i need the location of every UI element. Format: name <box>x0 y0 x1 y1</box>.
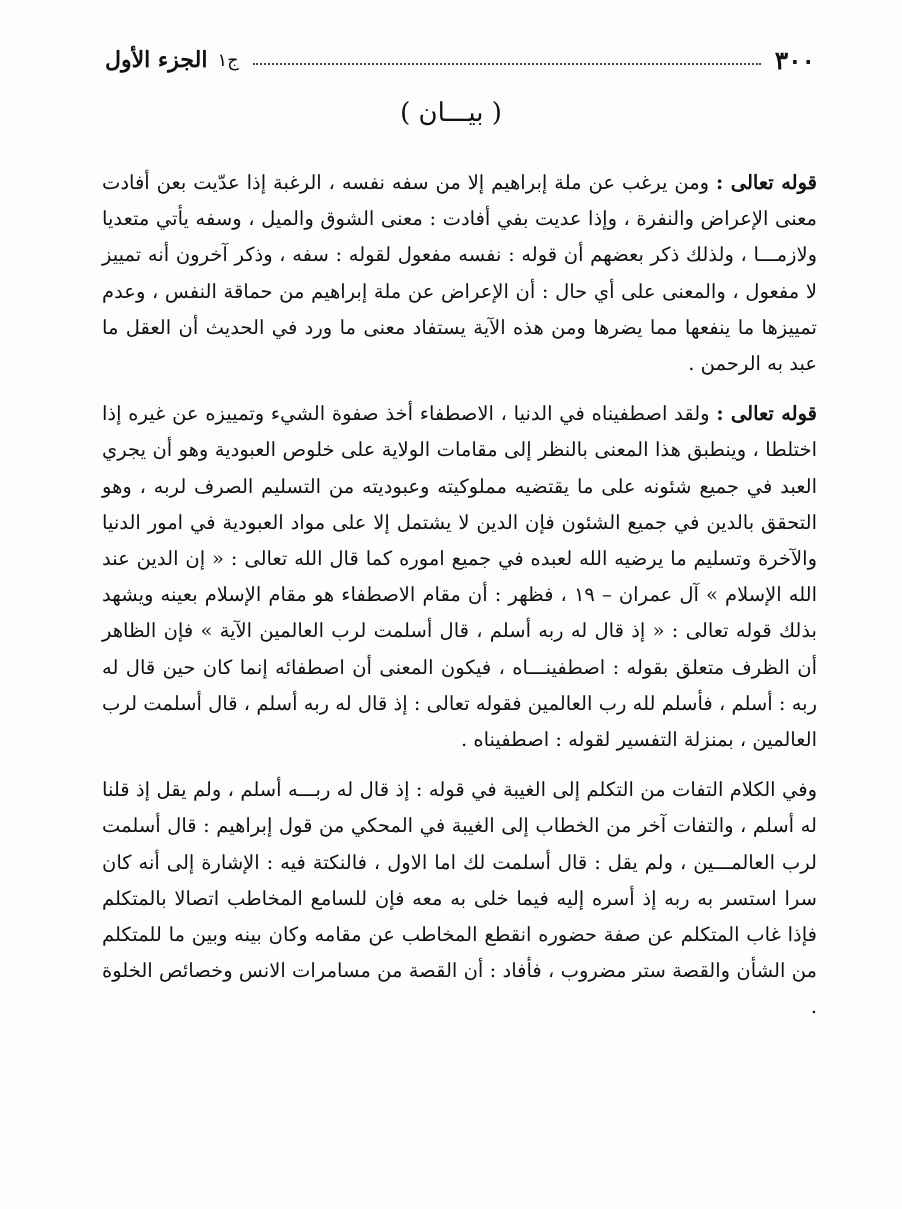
page-header <box>105 40 815 80</box>
volume-title: الجزء الأول <box>105 47 208 73</box>
paragraph-2 <box>102 396 817 758</box>
paragraph-text: ولقد اصطفيناه في الدنيا ، الاصطفاء أخذ صفوة الشيء وتمييزه عن غيره إذا اختلطا ، وينطبق هذا المعنى بالنظر إلى مقامات الولاية على خلوص العبودية وهو أن يجري العبد في جميع شئونه على ما يقتضيه مملوكيته وعبوديته من التسليم الصرف لربه ، وهو التحقق بالدين في جميع الشئون فإن الدين لا يشتمل إلا على مواد العبودية في امور الدنيا والآخرة وتسليم ما يرضيه الله لعبده في جميع اموره كما قال الله تعالى : « إن الدين عند الله الإسلام » آل عمران – ١٩ ، فظهر : أن مقام الاصطفاء هو مقام الإسلام بعينه ويشهد بذلك قوله تعالى : « إذ قال له ربه أسلم ، قال أسلمت لرب العالمين الآية » فإن الظاهر أن الظرف متعلق بقوله : اصطفينـــاه ، فيكون المعنى أن اصطفائه إنما كان حين قال له ربه : أسلم ، فأسلم لله رب العالمين فقوله تعالى : إذ قال له ربه أسلم ، قال أسلمت لرب العالمين ، بمنزلة التفسير لقوله : اصطفيناه . <box>102 402 818 752</box>
paragraph-text: ومن يرغب عن ملة إبراهيم إلا من سفه نفسه ، الرغبة إذا عدّيت بعن أفادت معنى الإعراض والنفرة ، وإذا عديت بفي أفادت : معنى الشوق والميل ، وسفه يأتي متعديا ولازمـــا ، ولذلك ذكر بعضهم أن قوله : نفسه مفعول لقوله : سفه ، وذكر آخرون أنه تمييز لا مفعول ، والمعنى على أي حال : أن الإعراض عن ملة إبراهيم من حماقة النفس ، وعدم تمييزها ما ينفعها مما يضرها ومن هذه الآية يستفاد معنى ما ورد في الحديث أن العقل ما عبد به الرحمن . <box>102 171 817 376</box>
paragraph-1 <box>102 165 817 382</box>
page-number: ٣٠٠ <box>774 45 815 75</box>
body-text <box>102 165 817 1026</box>
header-dotted-leader <box>253 63 761 65</box>
paragraph-3 <box>102 772 817 1025</box>
paragraph-text: وفي الكلام التفات من التكلم إلى الغيبة في قوله : إذ قال له ربـــه أسلم ، ولم يقل إذ قلنا له أسلم ، والتفات آخر من الخطاب إلى الغيبة في المحكي من قول إبراهيم : قال أسلمت لرب العالمـــين ، ولم يقل : قال أسلمت لك اما الاول ، فالنكتة فيه : الإشارة إلى أنه كان سرا استسر به ربه إذ أسره إليه فيما خلى به معه فإن للسامع المخاطب اتصالا بالمتكلم فإذا غاب المتكلم عن صفة حضوره انقطع المخاطب عن مقامه وكان بينه وبين ما للمتكلم من الشأن والقصة ستر مضروب ، فأفاد : أن القصة من مسامرات الانس وخصائص الخلوة . <box>102 778 817 1019</box>
paragraph-lead: قوله تعالى : <box>716 171 817 194</box>
volume-mark: ج١ <box>217 49 239 71</box>
section-title: ( بيـــان ) <box>400 98 502 128</box>
paragraph-lead: قوله تعالى : <box>716 402 817 426</box>
